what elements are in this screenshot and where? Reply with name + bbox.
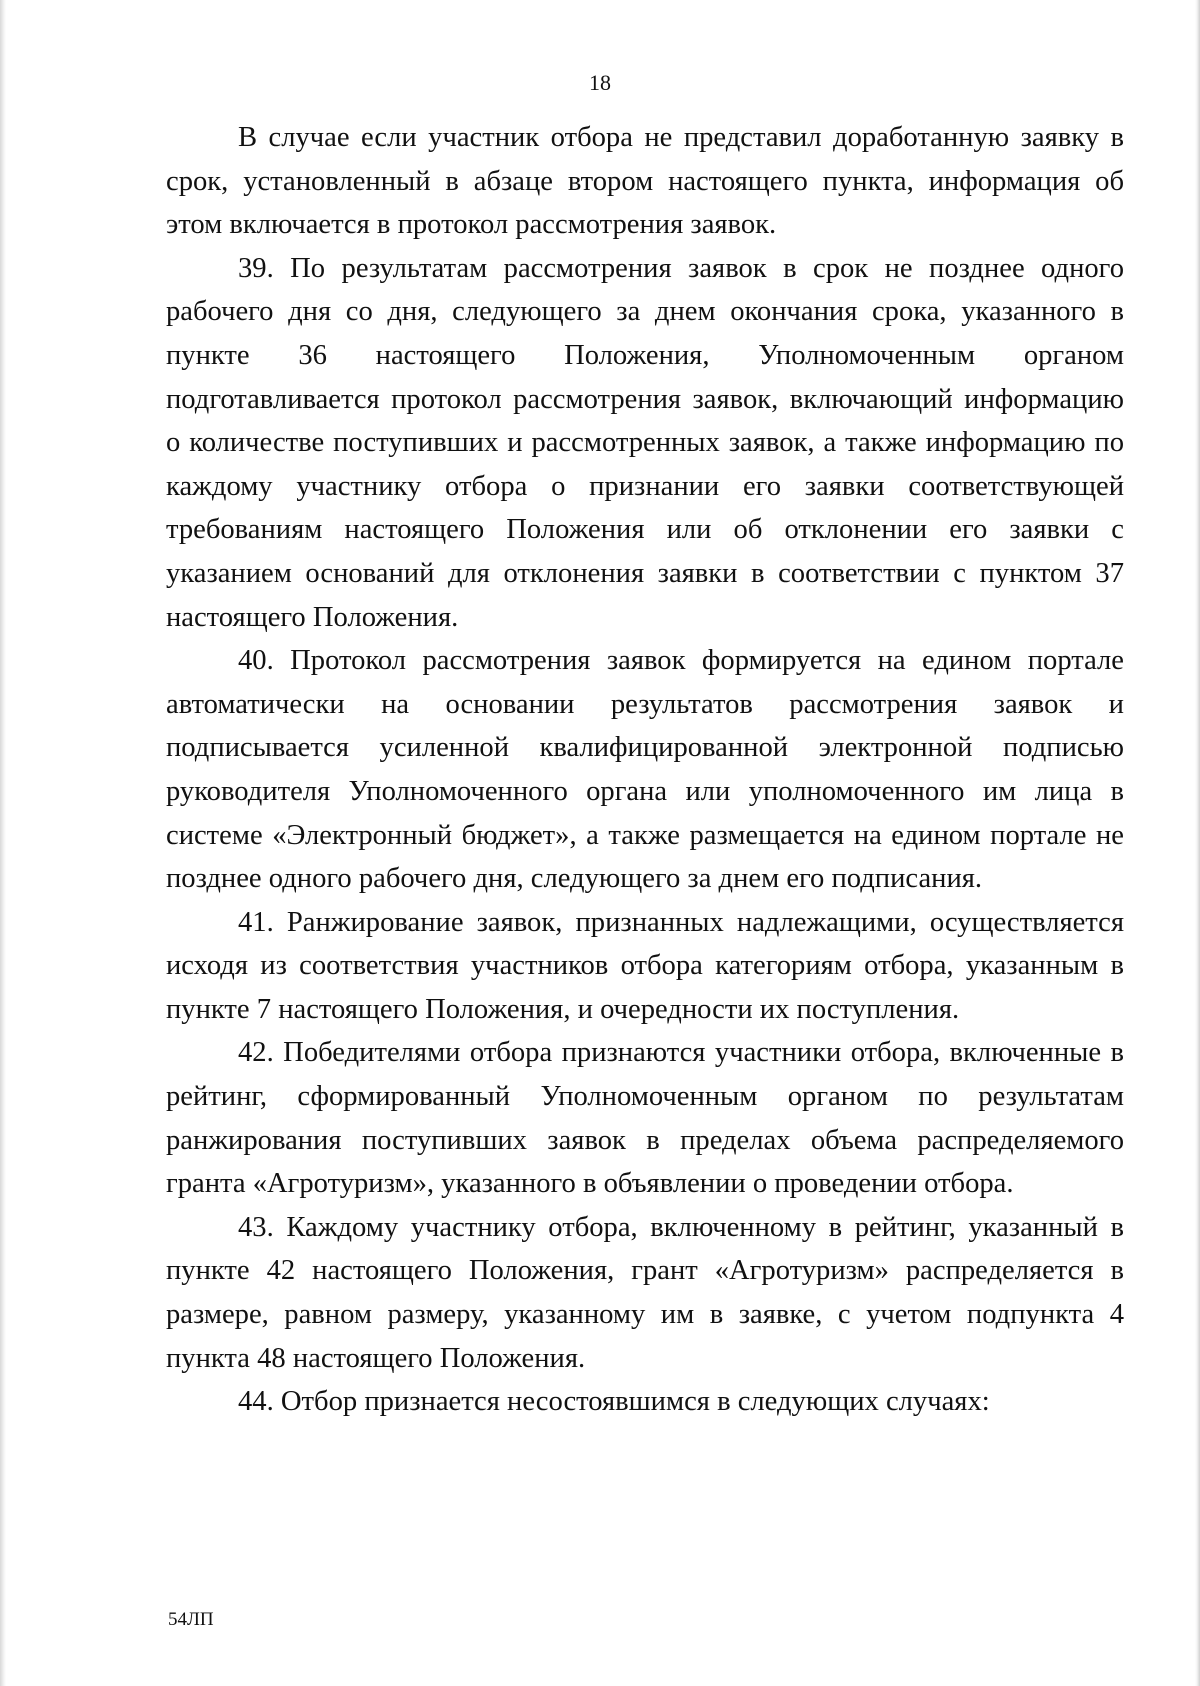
paragraph-41: 41. Ранжирование заявок, признанных надлежащими, осуществляется исходя из соответствия участников отбора категориям отбора, указанным в пункте 7 настоящего Положения, и очередности их поступления. — [166, 906, 1124, 1025]
scan-edge-right — [1195, 0, 1200, 1686]
page-number: 18 — [589, 70, 611, 95]
paragraph-40: 40. Протокол рассмотрения заявок формируется на едином портале автоматически на основании результатов рассмотрения заявок и подписывается усиленной квалифицированной электронной подписью руководителя Уполномоченного органа или уполномоченного им лица в системе «Электронный бюджет», а также размещается на едином портале не позднее одного рабочего дня, следующего за днем его подписания. — [166, 645, 1124, 895]
document-body — [166, 116, 1124, 1424]
document-code: 54ЛП — [168, 1609, 214, 1630]
paragraph-39: 39. По результатам рассмотрения заявок в срок не позднее одного рабочего дня со дня, следующего за днем окончания срока, указанного в пункте 36 настоящего Положения, Уполномоченным органом подготавливается протокол рассмотрения заявок, включающий информацию о количестве поступивших и рассмотренных заявок, а также информацию по каждому участнику отбора о признании его заявки соответствующей требованиям настоящего Положения или об отклонении его заявки с указанием оснований для отклонения заявки в соответствии с пунктом 37 настоящего Положения. — [166, 252, 1124, 633]
paragraph-incomplete-application: В случае если участник отбора не представил доработанную заявку в срок, установленный в абзаце втором настоящего пункта, информация об этом включается в протокол рассмотрения заявок. — [166, 122, 1124, 241]
scan-edge-left — [0, 0, 6, 1686]
paragraph-42: 42. Победителями отбора признаются участники отбора, включенные в рейтинг, сформированный Уполномоченным органом по результатам ранжирования поступивших заявок в пределах объема распределяемого гранта «Агротуризм», указанного в объявлении о проведении отбора. — [166, 1037, 1124, 1200]
paragraph-43: 43. Каждому участнику отбора, включенному в рейтинг, указанный в пункте 42 настоящего Положения, грант «Агротуризм» распределяется в размере, равном размеру, указанному им в заявке, с учетом подпункта 4 пункта 48 настоящего Положения. — [166, 1211, 1124, 1374]
paragraph-44: 44. Отбор признается несостоявшимся в следующих случаях: — [238, 1386, 990, 1418]
